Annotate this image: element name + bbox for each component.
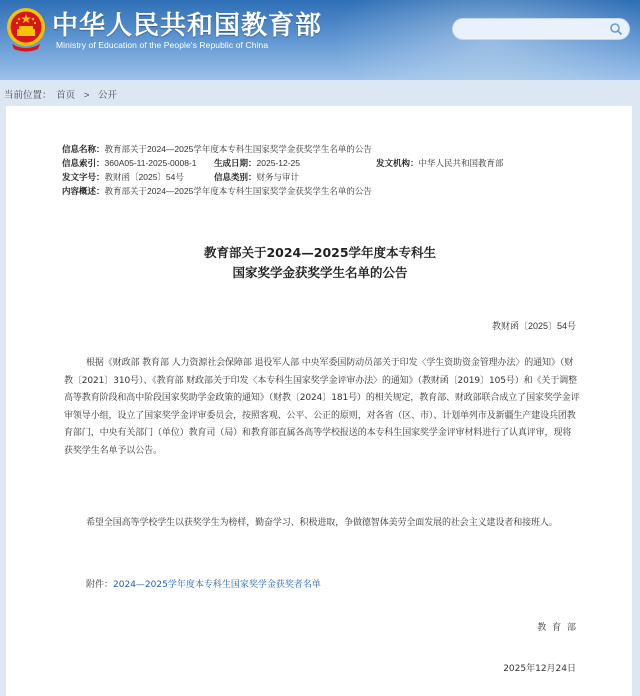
attachment-label: 附件： [86, 580, 114, 590]
meta-index-row [62, 156, 504, 170]
meta-value: 中华人民共和国教育部 [418, 158, 504, 168]
search-icon[interactable] [609, 22, 623, 36]
breadcrumb [4, 87, 123, 101]
meta-label: 信息名称： [62, 144, 105, 154]
meta-label: 信息索引： [62, 158, 105, 168]
meta-label: 发文字号： [62, 172, 105, 182]
meta-value: 财务与审计 [256, 172, 300, 182]
meta-value: 教财函〔2025〕54号 [104, 172, 184, 182]
signature: 教 育 部 [537, 623, 576, 633]
meta-value: 2025-12-25 [256, 158, 300, 168]
document-number: 教财函〔2025〕54号 [491, 321, 576, 331]
breadcrumb-home-link[interactable]: 首页 [56, 90, 76, 101]
breadcrumb-separator: > [83, 90, 90, 101]
meta-summary-row [62, 184, 372, 198]
document-title-line2: 国家奖学金获奖学生名单的公告 [232, 265, 408, 280]
attachment-link[interactable]: 2024—2025学年度本专科生国家奖学金获奖者名单 [113, 580, 321, 590]
breadcrumb-prefix: 当前位置： [4, 90, 52, 101]
national-emblem-icon[interactable] [6, 6, 46, 52]
meta-label: 生成日期： [214, 158, 257, 168]
breadcrumb-public-link[interactable]: 公开 [98, 90, 118, 101]
meta-value: 360A05-11-2025-0008-1 [104, 158, 197, 168]
meta-info-name-row [62, 142, 372, 156]
site-subtitle: Ministry of Education of the People's Republic of China [56, 40, 269, 50]
body-paragraph-1: 根据《财政部 教育部 人力资源社会保障部 退役军人部 中央军委国防动员部关于印发〈学生资助资金管理办法〉的通知》（财教〔2021〕310号）、《教育部 财政部关于印发〈本专科生国家奖学金评审办法〉的通知》（教财函〔2019〕105号）和《关于调整高等教育阶段和高中阶段国家奖助学金政策的通知》（财教〔2024〕181号）的相关规定，教育部、财政部联合成立了国家奖学金评审领导小组，设立了国家奖学金评审委员会，按照客观、公平、公正的原则，对各省（区、市）、计划单列市及新疆生产建设兵团教育部门，中央有关部门（单位）教育司（局）和教育部直属各高等学校报送的本专科生国家奖学金评审材料进行了认真评审，现将获奖学生名单予以公告。 [64, 358, 580, 456]
search-input[interactable] [452, 18, 630, 40]
site-title[interactable]: 中华人民共和国教育部 [52, 11, 323, 41]
meta-value: 教育部关于2024—2025学年度本专科生国家奖学金获奖学生名单的公告 [104, 186, 372, 196]
document-title-line1: 教育部关于2024—2025学年度本专科生 [203, 245, 437, 260]
info-metadata [62, 142, 504, 198]
site-header [0, 0, 640, 80]
body-paragraph-2: 希望全国高等学校学生以获奖学生为榜样，勤奋学习、积极进取，争做德智体美劳全面发展的社会主义建设者和接班人。 [86, 518, 558, 528]
attachment [86, 577, 321, 590]
meta-label: 信息类别： [214, 172, 257, 182]
meta-value: 教育部关于2024—2025学年度本专科生国家奖学金获奖学生名单的公告 [104, 144, 372, 154]
meta-docno-row [62, 170, 372, 184]
meta-label: 内容概述： [62, 186, 105, 196]
sign-date: 2025年12月24日 [503, 664, 576, 674]
meta-label: 发文机构： [376, 158, 419, 168]
